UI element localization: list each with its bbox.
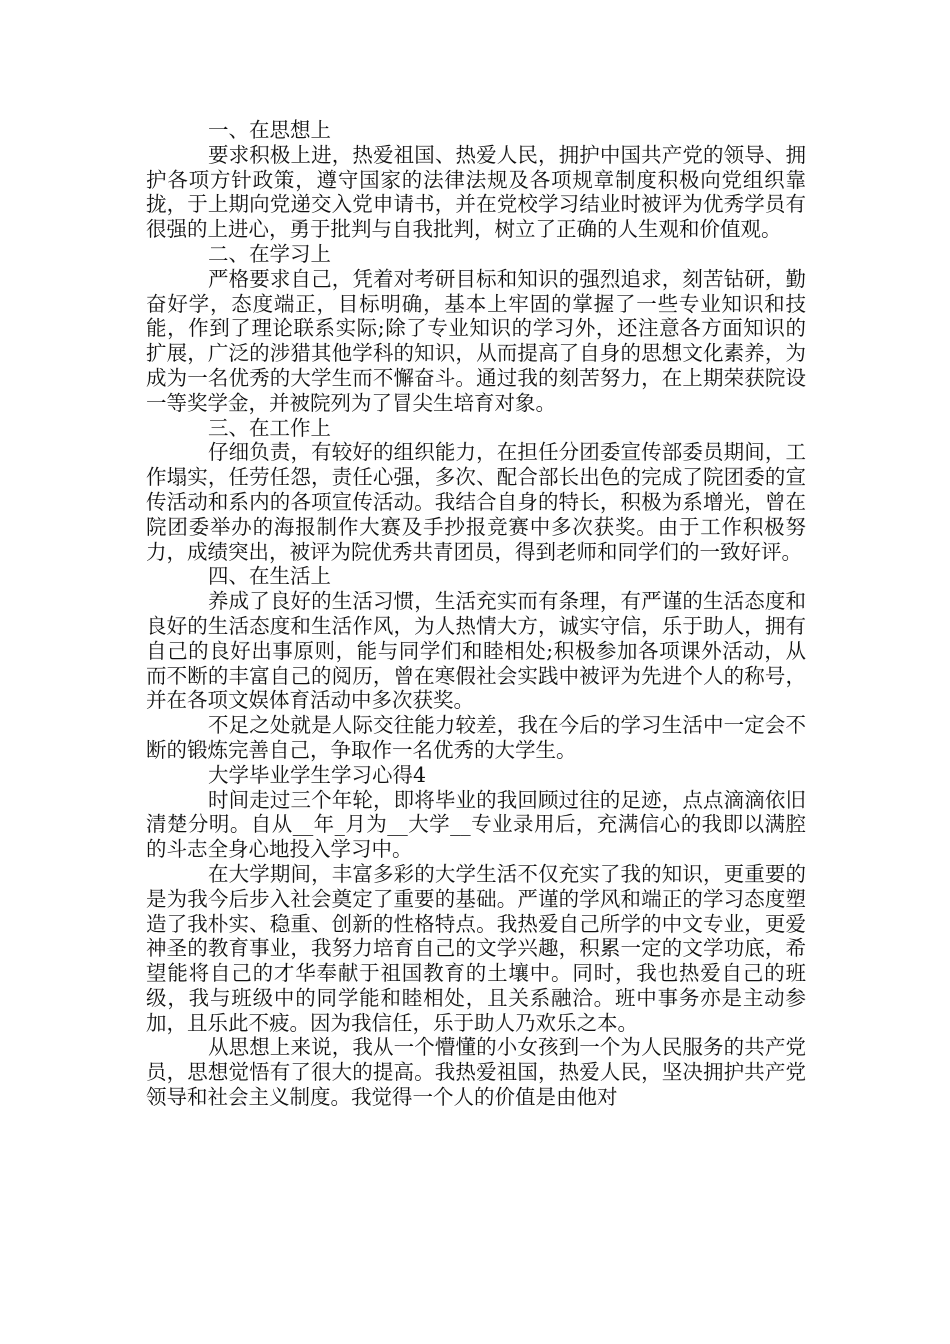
section-heading-thought: 一、在思想上: [208, 118, 331, 142]
section-heading-work: 三、在工作上: [208, 415, 331, 440]
paragraph-university-life: 在大学期间，丰富多彩的大学生活不仅充实了我的知识，更重要的是为我今后步入社会奠定了重要的基础。严谨的学风和端正的学习态度塑造了我朴实、稳重、创新的性格特点。我热爱自己所学的中文专业，更爱神圣的教育事业，我努力培育自己的文学兴趣，积累一定的文学功底，希望能将自己的才华奉献于祖国教育的土壤中。同时，我也热爱自己的班级，我与班级中的同学能和睦相处，且关系融洽。班中事务亦是主动参加，且乐此不疲。因为我信任，乐于助人乃欢乐之本。: [146, 861, 806, 1035]
paragraph-shortcomings: 不足之处就是人际交往能力较差，我在今后的学习生活中一定会不断的锻炼完善自己，争取作一名优秀的大学生。: [146, 713, 806, 762]
paragraph-study: 严格要求自己，凭着对考研目标和知识的强烈追求，刻苦钻研，勤奋好学，态度端正，目标明确，基本上牢固的掌握了一些专业知识和技能，作到了理论联系实际;除了专业知识的学习外，还注意各方面知识的扩展，广泛的涉猎其他学科的知识，从而提高了自身的思想文化素养，为成为一名优秀的大学生而不懈奋斗。通过我的刻苦努力，在上期荣获院设一等奖学金，并被院列为了冒尖生培育对象。: [146, 266, 806, 415]
section-heading-study: 二、在学习上: [208, 241, 331, 266]
paragraph-intro: 时间走过三个年轮，即将毕业的我回顾过往的足迹，点点滴滴依旧清楚分明。自从__年_月为__大学__专业录用后，充满信心的我即以满腔的斗志全身心地投入学习中。: [146, 787, 806, 862]
article-title: 大学毕业学生学习心得4: [208, 762, 427, 787]
paragraph-thought: 要求积极上进，热爱祖国、热爱人民，拥护中国共产党的领导、拥护各项方针政策，遵守国家的法律法规及各项规章制度积极向党组织靠拢，于上期向党递交入党申请书，并在党校学习结业时被评为优秀学员有很强的上进心，勇于批判与自我批判，树立了正确的人生观和价值观。: [146, 142, 806, 242]
paragraph-ideology: 从思想上来说，我从一个懵懂的小女孩到一个为人民服务的共产党员，思想觉悟有了很大的提高。我热爱祖国，热爱人民，坚决拥护共产党领导和社会主义制度。我觉得一个人的价值是由他对: [146, 1035, 806, 1110]
paragraph-life: 养成了良好的生活习惯，生活充实而有条理，有严谨的生活态度和良好的生活态度和生活作风，为人热情大方，诚实守信，乐于助人，拥有自己的良好出事原则，能与同学们和睦相处;积极参加各项课外活动，从而不断的丰富自己的阅历，曾在寒假社会实践中被评为先进个人的称号，并在各项文娱体育活动中多次获奖。: [146, 589, 806, 713]
section-heading-life: 四、在生活上: [208, 564, 331, 589]
document-body: [146, 118, 806, 1110]
paragraph-work: 仔细负责，有较好的组织能力，在担任分团委宣传部委员期间，工作塌实，任劳任怨，责任心强，多次、配合部长出色的完成了院团委的宣传活动和系内的各项宣传活动。我结合自身的特长，积极为系增光，曾在院团委举办的海报制作大赛及手抄报竞赛中多次获奖。由于工作积极努力，成绩突出，被评为院优秀共青团员，得到老师和同学们的一致好评。: [146, 440, 806, 564]
